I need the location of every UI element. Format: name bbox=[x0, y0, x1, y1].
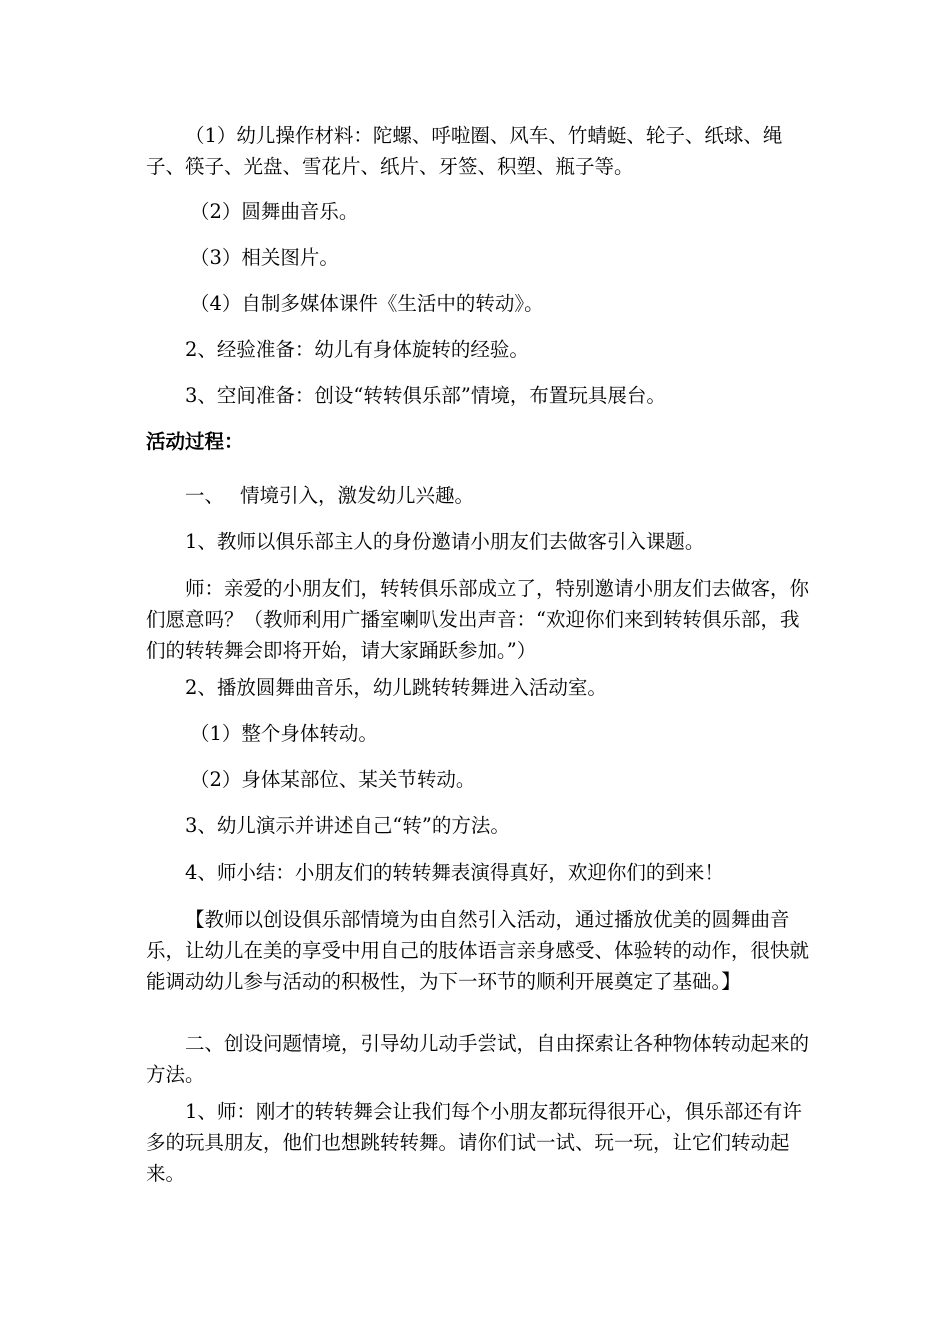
paragraph-music: （2）圆舞曲音乐。 bbox=[190, 200, 359, 223]
paragraph-step-two-title: 二、创设问题情境，引导幼儿动手尝试，自由探索让各种物体转动起来的方法。 bbox=[146, 1032, 810, 1086]
paragraph-courseware: （4）自制多媒体课件《生活中的转动》。 bbox=[190, 292, 544, 315]
paragraph-whole-body: （1）整个身体转动。 bbox=[190, 722, 378, 745]
paragraph-design-note: 【教师以创设俱乐部情境为由自然引入活动，通过播放优美的圆舞曲音乐，让幼儿在美的享受中用自己的肢体语言亲身感受、体验转的动作，很快就能调动幼儿参与活动的积极性，为下一环节的顺利开展奠定了基础。】 bbox=[146, 908, 810, 993]
paragraph-materials: （1）幼儿操作材料：陀螺、呼啦圈、风车、竹蜻蜓、轮子、纸球、绳子、筷子、光盘、雪花片、纸片、牙签、积塑、瓶子等。 bbox=[146, 124, 783, 178]
paragraph-space-prep: 3、空间准备：创设“转转俱乐部”情境，布置玩具展台。 bbox=[185, 384, 666, 407]
paragraph-step-one-4: 4、师小结：小朋友们的转转舞表演得真好，欢迎你们的到来！ bbox=[185, 861, 724, 884]
paragraph-teacher-invite: 师：亲爱的小朋友们，转转俱乐部成立了，特别邀请小朋友们去做客，你们愿意吗？（教师利用广播室喇叭发出声音：“欢迎你们来到转转俱乐部，我们的转转舞会即将开始，请大家踊跃参加。”） bbox=[146, 577, 810, 662]
paragraph-step-two-1: 1、师：刚才的转转舞会让我们每个小朋友都玩得很开心，俱乐部还有许多的玩具朋友，他们也想跳转转舞。请你们试一试、玩一玩，让它们转动起来。 bbox=[146, 1100, 802, 1185]
paragraph-pictures: （3）相关图片。 bbox=[190, 246, 339, 269]
paragraph-step-one-1: 1、教师以俱乐部主人的身份邀请小朋友们去做客引入课题。 bbox=[185, 530, 705, 553]
paragraph-step-one-3: 3、幼儿演示并讲述自己“转”的方法。 bbox=[185, 814, 510, 837]
paragraph-experience-prep: 2、经验准备：幼儿有身体旋转的经验。 bbox=[185, 338, 529, 361]
paragraph-step-one-title: 一、 情境引入，激发幼儿兴趣。 bbox=[185, 484, 474, 507]
section-heading-activity-process: 活动过程： bbox=[146, 430, 244, 453]
paragraph-step-one-2: 2、播放圆舞曲音乐，幼儿跳转转舞进入活动室。 bbox=[185, 676, 607, 699]
paragraph-body-part: （2）身体某部位、某关节转动。 bbox=[190, 768, 476, 791]
